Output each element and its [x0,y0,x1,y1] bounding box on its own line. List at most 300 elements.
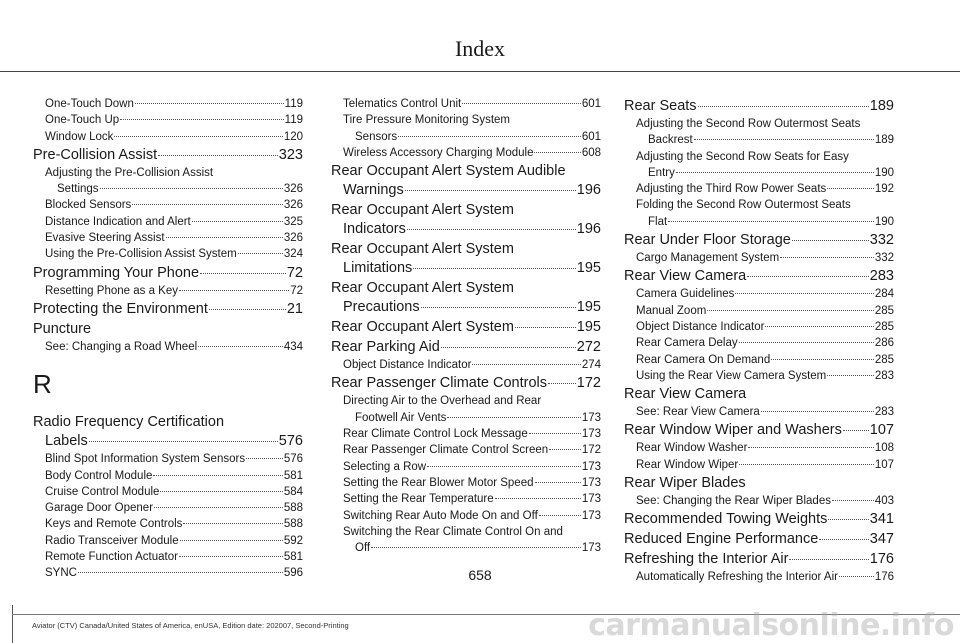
entry-row [343,426,601,442]
entry-row [636,493,894,509]
page-ref: 173 [581,411,601,424]
dot-leader [515,327,576,328]
index-subentry [331,442,601,458]
page-ref: 608 [581,146,601,159]
page-ref: 284 [874,288,894,301]
entry-row [636,368,894,384]
index-subentry [624,250,894,266]
entry-row [45,484,303,500]
index-subentry [624,149,894,182]
entry-row [45,533,303,549]
index-subentry [624,286,894,302]
entry-label: Selecting a Row [343,460,427,473]
index-entry [624,421,894,440]
entry-row [343,540,601,556]
dot-leader [739,464,874,465]
entry-label: Rear Occupant Alert System [331,319,514,336]
dot-leader [735,293,873,294]
entry-label: Body Control Module [45,469,153,482]
index-subentry [33,484,303,500]
index-subentry [331,357,601,373]
entry-row [33,300,303,319]
dot-leader [120,119,284,120]
dot-leader [179,290,289,291]
entry-label: Setting the Rear Blower Motor Speed [343,476,534,489]
entry-label: Limitations [343,260,413,277]
dot-leader [789,559,868,560]
index-subentry [624,440,894,456]
index-subentry [331,508,601,524]
page-ref: 434 [283,340,303,353]
entry-row [45,96,303,112]
index-subentry [624,319,894,335]
entry-label: Automatically Refreshing the Interior Air [636,571,838,584]
entry-row [636,286,894,302]
dot-leader [827,188,874,189]
index-heading: Rear View Camera [624,386,747,403]
index-column-3 [624,96,894,586]
page-ref: 173 [581,476,601,489]
index-subentry [33,339,303,355]
index-subentry [33,165,303,198]
dot-leader [747,276,869,277]
entry-row [45,112,303,128]
page-ref: 195 [576,260,601,277]
page-ref: 107 [874,458,894,471]
entry-row [636,440,894,456]
page-ref: 172 [581,444,601,457]
entry-label: Refreshing the Interior Air [624,551,789,568]
entry-label: Window Lock [45,130,114,143]
entry-label: Off [355,542,371,555]
index-subentry [33,129,303,145]
page-ref: 176 [874,571,894,584]
index-subentry [33,468,303,484]
entry-label-line: Radio Frequency Certification [33,414,225,431]
index-entry [33,413,303,451]
entry-row [636,181,894,197]
entry-row [343,442,601,458]
index-subentry [624,303,894,319]
entry-row [343,508,601,524]
index-subentry [624,197,894,230]
dot-leader [694,139,874,140]
dot-leader [739,342,874,343]
entry-label: Telematics Control Unit [343,98,462,110]
index-subentry [624,352,894,368]
page-ref: 189 [869,98,894,114]
entry-row [624,530,894,549]
index-subentry [624,457,894,473]
entry-label-line: Rear Occupant Alert System [331,202,514,219]
page-ref: 196 [576,221,601,238]
entry-row [45,230,303,246]
header-divider [0,71,960,72]
index-entry [33,146,303,165]
index-entry [624,530,894,549]
page-ref: 172 [576,375,601,392]
page-ref: 176 [869,551,894,568]
page-ref: 285 [874,353,894,366]
entry-row [343,357,601,373]
index-subentry [331,112,601,145]
dot-leader [89,441,278,442]
page-ref: 341 [869,511,894,528]
entry-label: See: Changing the Rear Wiper Blades [636,495,831,508]
page-ref: 192 [874,183,894,196]
entry-label: Rear Window Wiper [636,458,739,471]
entry-row [45,468,303,484]
page-ref: 72 [290,284,303,297]
entry-row [636,303,894,319]
page-ref: 283 [874,369,894,382]
page-ref: 332 [869,232,894,249]
index-entry [624,267,894,286]
page-ref: 581 [283,469,303,482]
entry-row [45,246,303,262]
entry-row [45,339,303,355]
page-ref: 324 [283,248,303,261]
entry-label-line: Rear Occupant Alert System [331,241,514,258]
page-ref: 119 [284,98,303,110]
entry-row [331,338,601,357]
crop-mark [0,605,13,643]
entry-label: Keys and Remote Controls [45,518,183,531]
dot-leader [200,273,286,274]
index-heading: Puncture [33,320,92,337]
page-ref: 347 [869,531,894,548]
dot-leader [114,136,282,137]
entry-row [636,250,894,266]
entry-label: Backrest [648,134,693,147]
entry-label-line: Adjusting the Pre-Collision Assist [45,166,214,179]
page-ref: 190 [874,215,894,228]
entry-row [636,352,894,368]
entry-row [624,421,894,440]
entry-label: Pre-Collision Assist [33,146,158,163]
page-ref: 326 [283,183,303,196]
entry-row [33,264,303,283]
entry-row [45,549,303,565]
page-ref: 286 [874,337,894,350]
index-subentry [624,368,894,384]
entry-row [624,231,894,250]
entry-row [331,181,601,200]
page-ref: 588 [283,502,303,515]
dot-leader [819,539,869,540]
index-column-2 [331,96,601,556]
dot-leader [153,475,282,476]
dot-leader [792,240,869,241]
dot-leader [407,229,576,230]
entry-label: Precautions [343,299,420,316]
entry-label: One-Touch Up [45,114,120,127]
page-ref: 601 [581,130,601,143]
entry-row [624,510,894,529]
entry-row [45,283,303,299]
entry-row [343,459,601,475]
entry-label-line: Switching the Rear Climate Control On and [343,525,563,538]
page-ref: 119 [284,114,303,127]
entry-row [343,145,601,161]
entry-label-line: Directing Air to the Overhead and Rear [343,395,542,408]
entry-label: Rear Window Washer [636,442,748,455]
dot-leader [748,447,873,448]
entry-label: SYNC [45,567,77,580]
page-ref: 332 [874,252,894,265]
dot-leader [843,430,869,431]
watermark-logo: carmanualsonline.info [588,608,954,643]
page-ref: 596 [283,567,303,580]
dot-leader [135,103,284,104]
dot-leader [427,466,581,467]
entry-row [33,146,303,165]
entry-label: Footwell Air Vents [355,411,447,424]
page-ref: 283 [869,268,894,285]
entry-label: Using the Pre-Collision Assist System [45,248,237,261]
page-title: Index [454,36,506,61]
index-entry [331,162,601,200]
section-letter: R [33,369,52,400]
index-subentry [33,96,303,112]
page-ref: 120 [283,130,303,143]
page-ref: 190 [874,166,894,179]
entry-label: Indicators [343,221,406,238]
entry-label: Rear Parking Aid [331,339,440,356]
dot-leader [160,491,282,492]
index-subentry [624,181,894,197]
page-ref: 323 [278,146,303,163]
index-entry [33,264,303,283]
entry-label: Object Distance Indicator [343,359,472,372]
entry-row [33,432,303,451]
dot-leader [447,417,580,418]
entry-label: Rear Climate Control Lock Message [343,428,528,441]
dot-leader [100,188,283,189]
dot-leader [668,221,874,222]
entry-label-line: Tire Pressure Monitoring System [343,114,511,127]
entry-label: Warnings [343,182,404,199]
index-entry [331,279,601,317]
entry-row [343,491,601,507]
dot-leader [398,136,581,137]
dot-leader [421,307,576,308]
page-ref: 173 [581,428,601,441]
entry-row [45,197,303,213]
page-ref: 21 [286,300,303,317]
page-ref: 195 [576,299,601,316]
entry-row [636,457,894,473]
index-subentry [331,524,601,557]
index-subentry [331,96,601,112]
index-subentry [624,116,894,149]
page-ref: 107 [869,422,894,439]
dot-leader [405,190,576,191]
entry-label: Camera Guidelines [636,288,735,301]
index-entry [624,231,894,250]
index-subentry [331,475,601,491]
index-subentry [33,230,303,246]
index-subentry [33,549,303,565]
entry-label: One-Touch Down [45,98,134,110]
entry-label: Manual Zoom [636,304,707,317]
page-ref: 173 [581,493,601,506]
entry-label: Setting the Rear Temperature [343,493,494,506]
dot-leader [676,172,874,173]
entry-row [624,97,894,116]
index-subentry [331,393,601,426]
entry-label: Garage Door Opener [45,502,154,515]
entry-row [331,220,601,239]
dot-leader [534,152,580,153]
index-subentry [33,516,303,532]
entry-label: Flat [648,215,668,228]
index-entry [331,374,601,393]
dot-leader [413,268,575,269]
dot-leader [371,547,581,548]
entry-label: Cruise Control Module [45,485,160,498]
entry-label: Blocked Sensors [45,199,132,212]
entry-row [636,319,894,335]
index-entry [331,201,601,239]
entry-label: Rear View Camera [624,268,747,285]
dot-leader [529,433,581,434]
entry-label-line: Folding the Second Row Outermost Seats [636,199,851,212]
dot-leader [827,375,874,376]
dot-leader [539,515,581,516]
entry-label: See: Rear View Camera [636,406,760,419]
dot-leader [780,257,874,258]
page-ref: 283 [874,406,894,419]
index-subentry [624,493,894,509]
entry-label: Object Distance Indicator [636,320,765,333]
entry-row [331,374,601,393]
index-subentry [33,246,303,262]
page-ref: 601 [581,98,601,110]
entry-label: Rear Passenger Climate Controls [331,375,547,392]
dot-leader [132,204,283,205]
entry-row [331,318,601,337]
dot-leader [472,364,580,365]
dot-leader [246,458,283,459]
page-ref: 173 [581,542,601,555]
page-ref: 584 [283,485,303,498]
entry-row [45,500,303,516]
dot-leader [771,359,874,360]
index-entry [331,240,601,278]
page-ref: 403 [874,495,894,508]
entry-label: Settings [57,183,99,196]
entry-label: Evasive Steering Assist [45,232,165,245]
dot-leader [549,449,581,450]
index-subentry [624,335,894,351]
entry-row [636,165,894,181]
page-ref: 576 [278,433,303,450]
entry-label: Rear Camera On Demand [636,353,771,366]
dot-leader [761,411,874,412]
dot-leader [154,507,283,508]
dot-leader [180,540,283,541]
entry-label-line: Rear Occupant Alert System [331,280,514,297]
entry-label: Labels [45,433,88,450]
index-subentry [33,451,303,467]
dot-leader [535,482,581,483]
dot-leader [765,326,873,327]
entry-label: Rear Under Floor Storage [624,232,791,249]
page-ref: 326 [283,232,303,245]
entry-row [343,410,601,426]
page-ref: 189 [874,134,894,147]
page-ref: 173 [581,460,601,473]
index-subentry [331,491,601,507]
index-subentry [33,533,303,549]
entry-label-line: Adjusting the Second Row Seats for Easy [636,150,849,163]
index-subentry [331,145,601,161]
entry-row [45,214,303,230]
dot-leader [548,383,576,384]
dot-leader [832,500,874,501]
page-ref: 325 [283,215,303,228]
entry-label: Remote Function Actuator [45,551,178,564]
index-entry [624,510,894,529]
index-subentry [624,404,894,420]
entry-label: Adjusting the Third Row Power Seats [636,183,827,196]
dot-leader [707,310,874,311]
entry-row [45,451,303,467]
entry-label: Rear Seats [624,98,697,114]
entry-row [343,96,601,112]
page-ref: 195 [576,319,601,336]
entry-label: Rear Passenger Climate Control Screen [343,444,549,457]
entry-label: See: Changing a Road Wheel [45,340,198,353]
entry-label: Wireless Accessory Charging Module [343,146,534,159]
entry-label: Cargo Management System [636,252,780,265]
entry-row [331,298,601,317]
dot-leader [828,519,868,520]
index-subentry [33,500,303,516]
index-subentry [331,426,601,442]
index-entry [624,97,894,116]
page-ref: 196 [576,182,601,199]
index-subentry [331,459,601,475]
index-column-1 [33,96,303,582]
dot-leader [179,556,283,557]
entry-label-line: Rear Occupant Alert System Audible [331,163,566,180]
page-ref: 274 [581,359,601,372]
entry-row [45,181,303,197]
entry-label: Programming Your Phone [33,264,200,281]
dot-leader [209,309,286,310]
entry-row [45,516,303,532]
index-subentry [33,197,303,213]
entry-row [636,132,894,148]
entry-label: Distance Indication and Alert [45,215,191,228]
entry-row [636,404,894,420]
entry-label: Using the Rear View Camera System [636,369,827,382]
entry-row [343,475,601,491]
dot-leader [462,103,581,104]
index-entry [331,338,601,357]
page-ref: 285 [874,320,894,333]
index-heading: Rear Wiper Blades [624,475,746,492]
index-entry [33,300,303,319]
page-number: 658 [468,567,492,583]
dot-leader [166,237,283,238]
index-entry [331,318,601,337]
dot-leader [192,221,283,222]
page-ref: 592 [283,534,303,547]
entry-label: Protecting the Environment [33,300,208,317]
